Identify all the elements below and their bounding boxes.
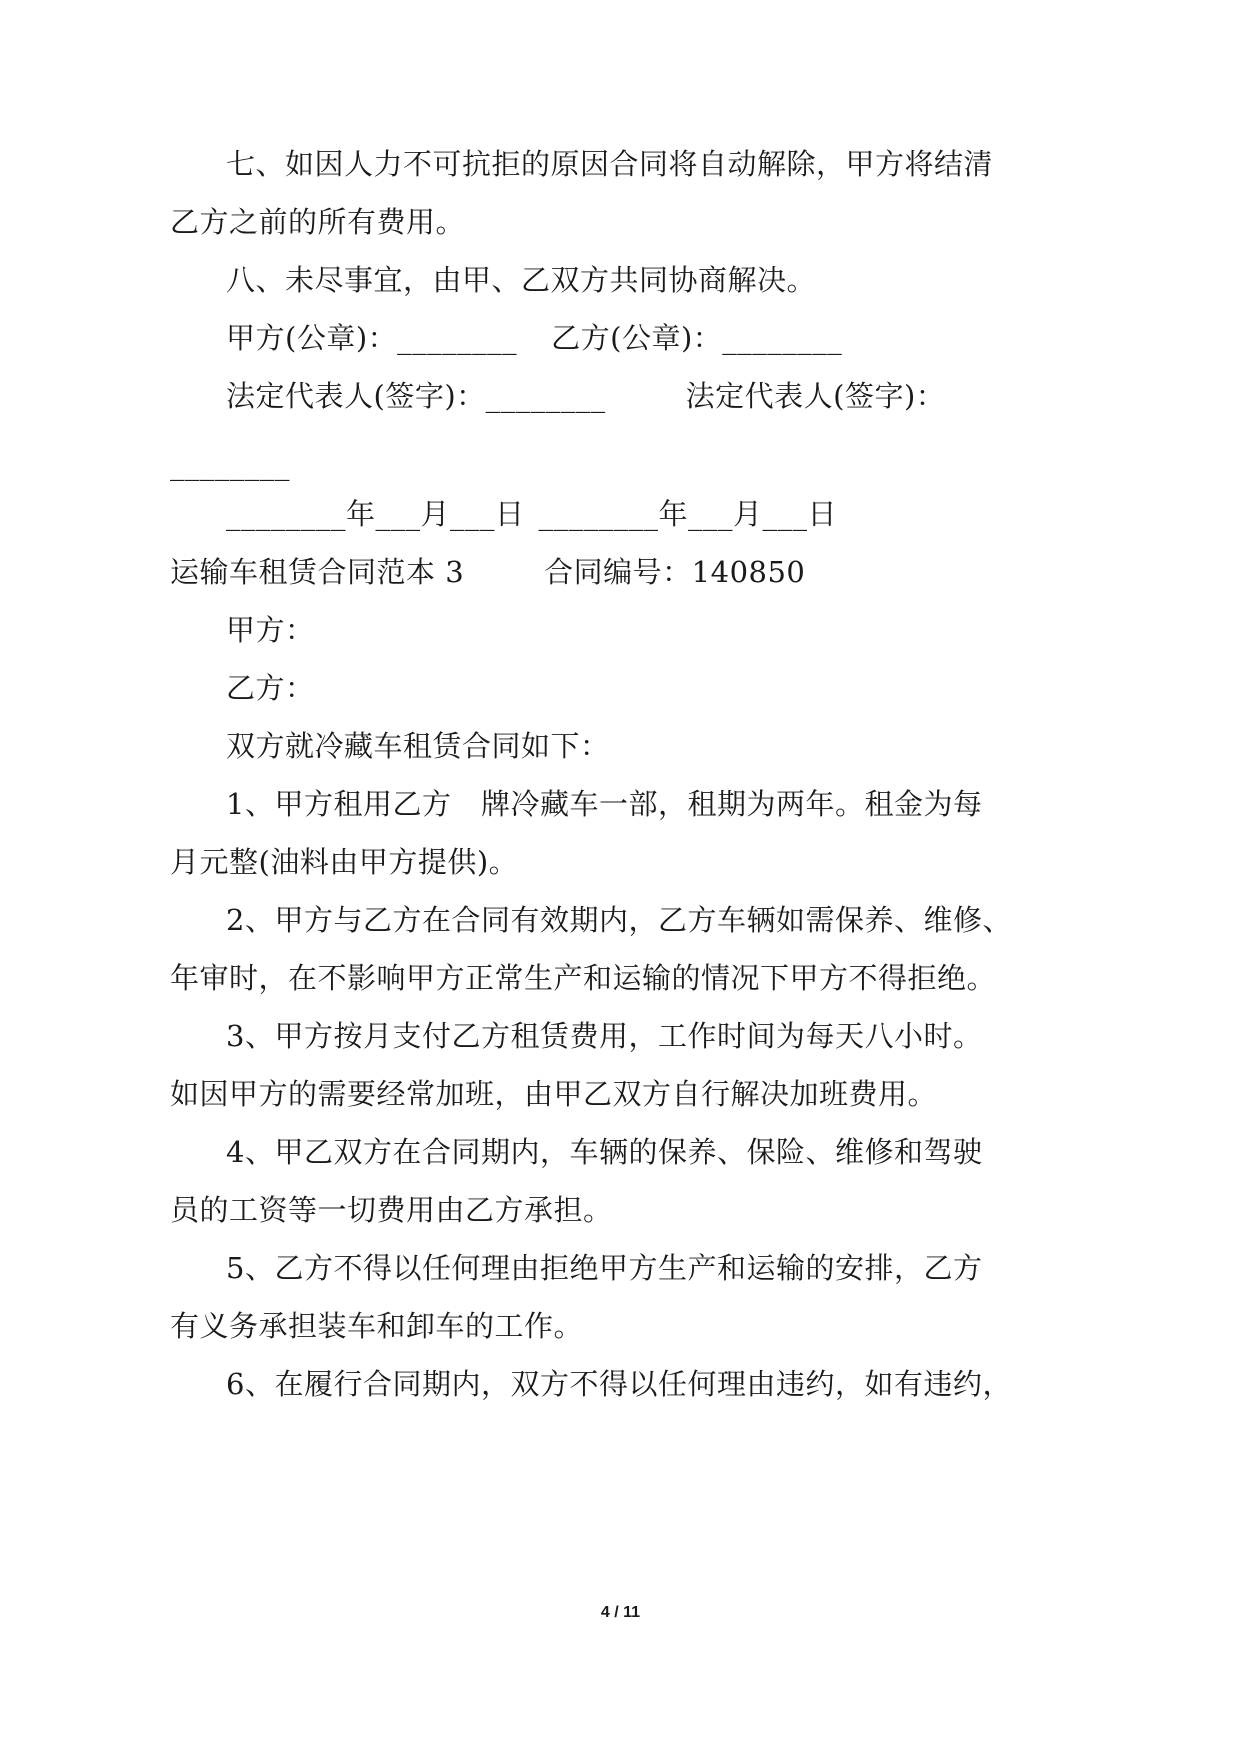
clause-7-line-1: 七、如因人力不可抗拒的原因合同将自动解除，甲方将结清 xyxy=(226,147,994,181)
clause-4-line-1: 4、甲乙双方在合同期内，车辆的保养、保险、维修和驾驶 xyxy=(226,1135,983,1169)
legal-rep-a: 法定代表人(签字)：________ xyxy=(226,379,606,413)
contract-title: 运输车租赁合同范本 3 xyxy=(170,555,465,589)
clause-8: 八、未尽事宜，由甲、乙双方共同协商解决。 xyxy=(226,263,817,297)
clause-3-line-1: 3、甲方按月支付乙方租赁费用，工作时间为每天八小时。 xyxy=(226,1019,983,1053)
date-a: ________年___月___日 xyxy=(226,497,525,531)
contract-number: 合同编号：140850 xyxy=(544,555,806,589)
clause-5-line-2: 有义务承担装车和卸车的工作。 xyxy=(170,1309,584,1343)
date-row xyxy=(226,494,837,534)
intro: 双方就冷藏车租赁合同如下： xyxy=(226,729,610,763)
party-b: 乙方： xyxy=(226,671,315,705)
date-b: ________年___月___日 xyxy=(538,497,838,531)
clause-3-line-2: 如因甲方的需要经常加班，由甲乙双方自行解决加班费用。 xyxy=(170,1077,938,1111)
clause-7-line-2: 乙方之前的所有费用。 xyxy=(170,205,466,239)
clause-2-line-1: 2、甲方与乙方在合同有效期内，乙方车辆如需保养、维修、 xyxy=(226,903,1012,937)
contract-heading-row xyxy=(170,552,805,592)
page-number: 4 / 11 xyxy=(600,1604,641,1621)
clause-5-line-1: 5、乙方不得以任何理由拒绝甲方生产和运输的安排，乙方 xyxy=(226,1251,983,1285)
clause-2-line-2: 年审时，在不影响甲方正常生产和运输的情况下甲方不得拒绝。 xyxy=(170,961,997,995)
party-b-seal: 乙方(公章)：________ xyxy=(551,321,843,355)
party-a-seal: 甲方(公章)：________ xyxy=(226,321,518,355)
legal-rep-b: 法定代表人(签字)： xyxy=(685,379,946,413)
clause-1-line-1: 1、甲方租用乙方 牌冷藏车一部，租期为两年。租金为每 xyxy=(226,787,983,821)
legal-rep-b-blank: ________ xyxy=(170,447,290,481)
party-a: 甲方： xyxy=(226,613,315,647)
seal-row xyxy=(226,318,842,358)
clause-6-line-1: 6、在履行合同期内，双方不得以任何理由违约，如有违约， xyxy=(226,1367,1012,1401)
legal-rep-row xyxy=(226,376,945,416)
clause-1-line-2: 月元整(油料由甲方提供)。 xyxy=(170,845,519,879)
clause-4-line-2: 员的工资等一切费用由乙方承担。 xyxy=(170,1193,613,1227)
